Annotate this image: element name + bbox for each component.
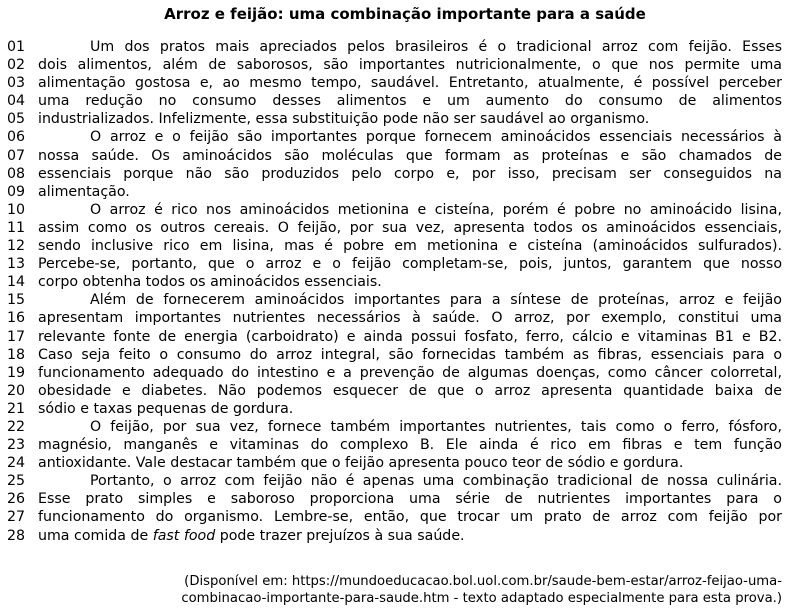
line-number: 07 bbox=[7, 147, 26, 164]
line-text: alimentação. bbox=[38, 183, 130, 200]
line-text: apresentam importantes nutrientes necessários à saúde. O arroz, por exemplo, constitui uma bbox=[38, 310, 782, 327]
italic-term: fast food bbox=[152, 527, 216, 544]
line-number: 24 bbox=[7, 455, 26, 472]
line-number: 06 bbox=[7, 129, 26, 146]
line-text: sendo inclusive rico em lisina, mas é pobre em metionina e cisteína (aminoácidos sulfurados). bbox=[38, 238, 782, 255]
text-line bbox=[0, 418, 810, 436]
line-text: sódio e taxas pequenas de gordura. bbox=[38, 400, 294, 417]
text-line bbox=[0, 237, 810, 255]
text-line bbox=[0, 364, 810, 382]
line-number: 26 bbox=[7, 491, 26, 508]
line-text: alimentação gostosa e, ao mesmo tempo, saudável. Entretanto, atualmente, é possível perceber bbox=[38, 75, 782, 92]
text-line bbox=[0, 183, 810, 201]
line-text: corpo obtenha todos os aminoácidos essenciais. bbox=[38, 274, 382, 291]
line-number: 27 bbox=[7, 509, 26, 526]
line-number: 18 bbox=[7, 346, 26, 363]
line-text-part: pode trazer prejuízos à sua saúde. bbox=[215, 527, 465, 544]
line-number: 22 bbox=[7, 418, 26, 435]
line-text: Um dos pratos mais apreciados pelos brasileiros é o tradicional arroz com feijão. Esses bbox=[90, 39, 782, 55]
text-line bbox=[0, 472, 810, 490]
text-line bbox=[0, 74, 810, 92]
line-number: 25 bbox=[7, 473, 26, 490]
line-number: 09 bbox=[7, 183, 26, 200]
line-text: funcionamento do organismo. Lembre-se, então, que trocar um prato de arroz com feijão por bbox=[38, 509, 782, 526]
line-number: 13 bbox=[7, 256, 26, 273]
text-line bbox=[0, 400, 810, 418]
text-line bbox=[0, 382, 810, 400]
line-number: 23 bbox=[7, 437, 26, 454]
line-number: 16 bbox=[7, 310, 26, 327]
line-text: Esse prato simples e saboroso proporciona uma série de nutrientes importantes para o bbox=[38, 491, 782, 508]
line-text: Além de fornecerem aminoácidos importantes para a síntese de proteínas, arroz e feijão bbox=[90, 292, 782, 309]
line-number: 05 bbox=[7, 111, 26, 128]
text-line bbox=[0, 328, 810, 346]
line-text: funcionamento adequado do intestino e a prevenção de algumas doenças, como câncer colorretal, bbox=[38, 364, 782, 381]
line-number: 10 bbox=[7, 201, 26, 218]
line-number: 21 bbox=[7, 400, 26, 417]
text-line bbox=[0, 219, 810, 237]
text-line bbox=[0, 56, 810, 74]
line-number: 12 bbox=[7, 238, 26, 255]
line-text: industrializados. Infelizmente, essa substituição pode não ser saudável ao organismo. bbox=[38, 111, 650, 128]
line-number: 08 bbox=[7, 165, 26, 182]
text-line bbox=[0, 454, 810, 472]
line-text: essenciais porque não são produzidos pelo corpo e, por isso, precisam ser conseguidos na bbox=[38, 165, 782, 182]
text-body bbox=[0, 38, 810, 545]
text-line bbox=[0, 128, 810, 146]
text-line bbox=[0, 273, 810, 291]
text-line bbox=[0, 436, 810, 454]
text-line bbox=[0, 490, 810, 508]
line-text: uma redução no consumo desses alimentos e um aumento do consumo de alimentos bbox=[38, 93, 782, 110]
line-text: relevante fonte de energia (carboidrato) e ainda possui fosfato, ferro, cálcio e vitaminas B1 e B2. bbox=[38, 328, 782, 345]
line-text: Caso seja feito o consumo do arroz integral, são fornecidas também as fibras, essenciais para o bbox=[38, 346, 782, 363]
line-text: antioxidante. Vale destacar também que o feijão apresenta pouco teor de sódio e gordura. bbox=[38, 455, 684, 472]
line-number: 14 bbox=[7, 274, 26, 291]
line-number: 19 bbox=[7, 364, 26, 381]
line-number: 20 bbox=[7, 382, 26, 399]
text-line bbox=[0, 38, 810, 56]
line-number: 11 bbox=[7, 219, 26, 236]
line-text: obesidade e diabetes. Não podemos esquecer de que o arroz apresenta quantidade baixa de bbox=[38, 382, 782, 399]
text-line bbox=[0, 165, 810, 183]
line-text: nossa saúde. Os aminoácidos são moléculas que formam as proteínas e são chamados de bbox=[38, 147, 782, 164]
source-footnote bbox=[132, 573, 782, 607]
text-line bbox=[0, 147, 810, 165]
line-text-part: uma comida de bbox=[38, 527, 153, 544]
line-text: O arroz é rico nos aminoácidos metionina e cisteína, porém é pobre no aminoácido lisina, bbox=[90, 201, 782, 218]
text-line bbox=[0, 527, 810, 545]
page-title: Arroz e feijão: uma combinação importante para a saúde bbox=[164, 5, 646, 23]
footnote-line-2: combinacao-importante-para-saude.htm - texto adaptado especialmente para esta prova.) bbox=[181, 591, 782, 606]
line-number: 04 bbox=[7, 93, 26, 110]
text-line bbox=[0, 110, 810, 128]
text-line bbox=[0, 92, 810, 110]
text-line bbox=[0, 201, 810, 219]
line-number: 28 bbox=[7, 527, 26, 544]
text-line bbox=[0, 291, 810, 309]
line-text: Percebe-se, portanto, que o arroz e o feijão completam-se, pois, juntos, garantem que nosso bbox=[38, 256, 782, 273]
line-number: 17 bbox=[7, 328, 26, 345]
line-text: O feijão, por sua vez, fornece também importantes nutrientes, tais como o ferro, fósforo, bbox=[90, 418, 782, 435]
line-text bbox=[38, 527, 782, 545]
line-text: assim como os outros cereais. O feijão, por sua vez, apresenta todos os aminoácidos essenciais, bbox=[38, 219, 782, 236]
text-line bbox=[0, 309, 810, 327]
footnote-line-1: (Disponível em: https://mundoeducacao.bol.uol.com.br/saude-bem-estar/arroz-feijao-uma- bbox=[184, 574, 782, 589]
line-number: 02 bbox=[7, 57, 26, 74]
line-number: 01 bbox=[7, 39, 26, 55]
text-line bbox=[0, 508, 810, 526]
line-text: O arroz e o feijão são importantes porque fornecem aminoácidos essenciais necessários à bbox=[90, 129, 782, 146]
text-line bbox=[0, 255, 810, 273]
line-number: 03 bbox=[7, 75, 26, 92]
text-line bbox=[0, 346, 810, 364]
line-text: Portanto, o arroz com feijão não é apenas uma combinação tradicional de nossa culinária. bbox=[90, 473, 782, 490]
line-text: magnésio, manganês e vitaminas do complexo B. Ele ainda é rico em fibras e tem função bbox=[38, 437, 782, 454]
line-number: 15 bbox=[7, 292, 26, 309]
line-text: dois alimentos, além de saborosos, são importantes nutricionalmente, o que nos permite uma bbox=[38, 57, 782, 74]
